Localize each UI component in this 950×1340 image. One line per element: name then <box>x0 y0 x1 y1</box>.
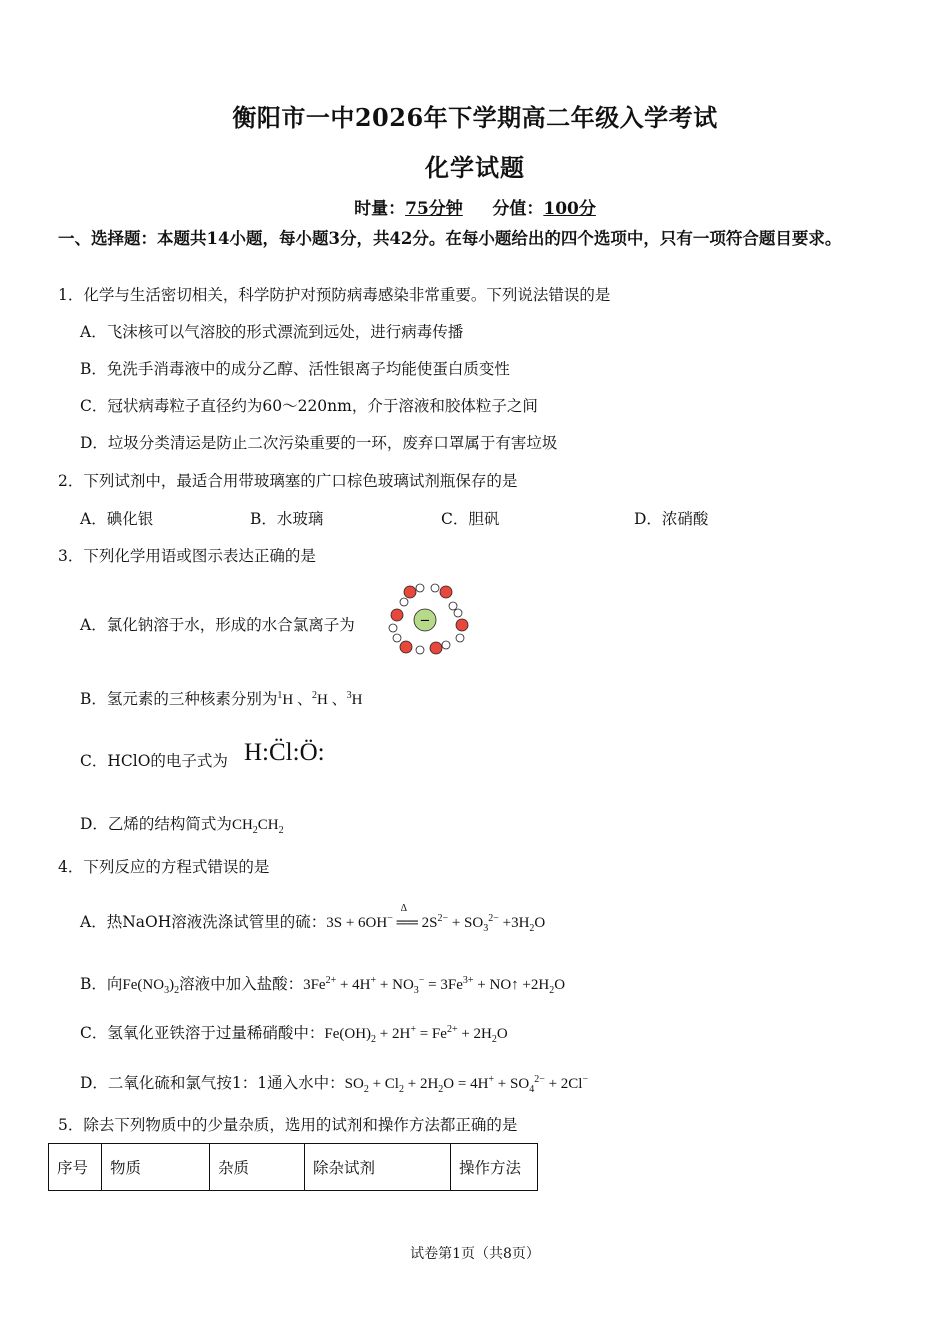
q3-option-a: A．氯化钠溶于水，形成的水合氯离子为 <box>80 616 355 634</box>
q4-option-d-text: D．二氧化硫和氯气按1：1通入水中： <box>80 1074 345 1092</box>
q4-option-c <box>80 1021 508 1045</box>
hydrogen-isotopes: $^1$H 、$^2$H 、$^3$H <box>277 690 363 708</box>
q1-option-c: C．冠状病毒粒子直径约为60～220nm，介于溶液和胶体粒子之间 <box>80 397 538 415</box>
equation-c: $Fe(OH)_2 + 2H^+ = Fe^{2+} + 2H_2O$ <box>324 1024 508 1045</box>
time-value: 75分钟 <box>405 199 463 219</box>
q4-option-d <box>80 1071 588 1095</box>
exam-title: 衡阳市一中2026年下学期高二年级入学考试 <box>232 103 718 132</box>
table-header-row <box>49 1144 538 1191</box>
q4-option-a <box>80 903 546 934</box>
q4-option-a-text: A．热NaOH溶液洗涤试管里的硫： <box>80 913 327 931</box>
hydrated-chloride-ion-diagram <box>380 580 472 660</box>
score-label: 分值： <box>492 199 544 219</box>
score-value: 100分 <box>543 199 596 219</box>
q2-option-c: C．胆矾 <box>441 510 500 528</box>
header-cell-impurity: 杂质 <box>210 1144 305 1191</box>
q1-stem: 1．化学与生活密切相关，科学防护对预防病毒感染非常重要。下列说法错误的是 <box>58 286 611 304</box>
q1-option-b: B．免洗手消毒液中的成分乙醇、活性银离子均能使蛋白质变性 <box>80 360 510 378</box>
q3-option-c <box>80 749 228 771</box>
q2-option-b: B．水玻璃 <box>250 510 324 528</box>
header-cell-method: 操作方法 <box>451 1144 538 1191</box>
equation-a: 3S + 6OH− Δ ══ $2S^{2-} + SO_3^{2-} +3H_2O$ <box>326 903 546 934</box>
equation-b: $3Fe^{2+} + 4H^+ + NO_3^- = 3Fe^{3+}$ + NO↑ $+2H_2O$ <box>303 975 566 996</box>
ion-charge-label: − <box>419 613 431 629</box>
ethylene-formula: $CH_2CH_2$ <box>231 817 284 836</box>
q3-option-b <box>80 687 362 709</box>
q3-option-c-text: C．HClO的电子式为 <box>80 752 228 770</box>
q1-option-d: D．垃圾分类清运是防止二次污染重要的一环，废弃口罩属于有害垃圾 <box>80 434 558 452</box>
page-footer: 试卷第1页（共8页） <box>410 1246 540 1262</box>
q3-stem: 3．下列化学用语或图示表达正确的是 <box>58 547 316 565</box>
impurity-table <box>48 1143 538 1191</box>
q1-option-a: A．飞沫核可以气溶胶的形式漂流到远处，进行病毒传播 <box>80 323 464 341</box>
q4-stem: 4．下列反应的方程式错误的是 <box>58 858 270 876</box>
section-heading: 一、选择题：本题共14小题，每小题3分，共42分。在每小题给出的四个选项中，只有一项符合题目要求。 <box>58 229 842 248</box>
q4-option-b-text: B．向 <box>80 975 123 993</box>
time-label: 时量： <box>354 199 406 219</box>
q3-option-b-text: B．氢元素的三种核素分别为 <box>80 690 278 708</box>
header-cell-substance: 物质 <box>102 1144 210 1191</box>
q2-option-d: D．浓硝酸 <box>634 510 709 528</box>
q3-option-d-text: D．乙烯的结构简式为 <box>80 815 232 833</box>
q5-stem: 5．除去下列物质中的少量杂质，选用的试剂和操作方法都正确的是 <box>58 1116 518 1134</box>
q4-option-b <box>80 972 565 996</box>
q4-option-b-text2: 溶液中加入盐酸： <box>179 975 304 993</box>
exam-meta <box>0 194 950 219</box>
q4-option-c-text: C．氢氧化亚铁溶于过量稀硝酸中： <box>80 1024 325 1042</box>
q2-stem: 2．下列试剂中，最适合用带玻璃塞的广口棕色玻璃试剂瓶保存的是 <box>58 472 518 490</box>
subject-title: 化学试题 <box>425 153 525 182</box>
iron-nitrate-formula: $Fe(NO_3)_2$ <box>122 977 180 996</box>
hclo-electron-formula: H:C̈l:Ö: <box>244 739 325 766</box>
header-cell-reagent: 除杂试剂 <box>305 1144 451 1191</box>
q2-option-a: A．碘化银 <box>80 510 154 528</box>
header-cell-index: 序号 <box>49 1144 102 1191</box>
q3-option-d <box>80 812 284 836</box>
equation-d: $SO_2 + Cl_2 + 2H_2O = 4H^+ + SO_4^{2-} + 2Cl^-$ <box>344 1074 589 1095</box>
